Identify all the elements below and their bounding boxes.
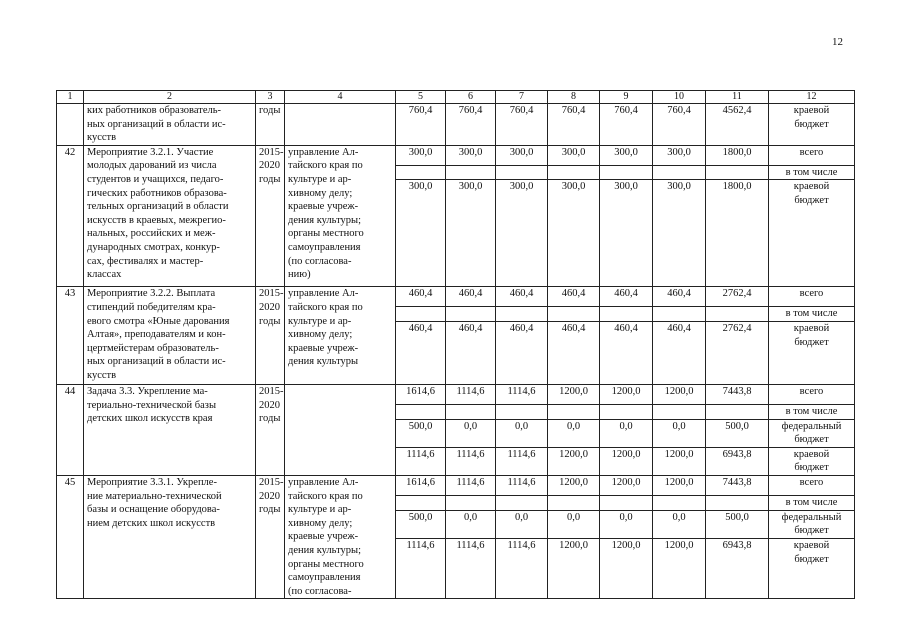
value-cell: 2762,4 [706, 321, 769, 384]
value-cell: 1200,0 [653, 475, 706, 495]
value-cell: 0,0 [653, 510, 706, 538]
value-cell: 1200,0 [548, 538, 600, 598]
value-cell: 300,0 [653, 180, 706, 287]
page-number: 12 [832, 36, 843, 48]
value-cell: 500,0 [706, 510, 769, 538]
value-cell: 460,4 [446, 321, 496, 384]
value-cell: 300,0 [396, 145, 446, 165]
table-row [57, 384, 855, 404]
value-cell: 1800,0 [706, 145, 769, 165]
col-header: 4 [285, 91, 396, 104]
funding-source: краевой бюджет [769, 538, 855, 598]
value-cell: 1200,0 [653, 447, 706, 475]
value-cell: 0,0 [653, 419, 706, 447]
value-cell: 760,4 [496, 104, 548, 146]
value-cell: 1200,0 [548, 447, 600, 475]
executor-cell: управление Ал- тайского края по культуре и ар- хивному делу; краевые учреж- дения культуры; органы местного самоуправления (по согласова- нию) [285, 145, 396, 287]
value-cell: 1800,0 [706, 180, 769, 287]
funding-source: в том числе [769, 307, 855, 322]
term-cell: 2015- 2020 годы [256, 145, 285, 287]
value-cell: 1114,6 [496, 538, 548, 598]
table-row [57, 145, 855, 165]
value-cell: 1200,0 [600, 447, 653, 475]
term-cell: 2015- 2020 годы [256, 287, 285, 385]
value-cell: 7443,8 [706, 475, 769, 495]
term-cell: 2015- 2020 годы [256, 475, 285, 598]
value-cell: 760,4 [548, 104, 600, 146]
term-cell: 2015- 2020 годы [256, 384, 285, 475]
value-cell: 1114,6 [446, 384, 496, 404]
value-cell: 6943,8 [706, 538, 769, 598]
value-cell: 1200,0 [600, 384, 653, 404]
value-cell: 760,4 [653, 104, 706, 146]
col-header: 7 [496, 91, 548, 104]
col-header: 11 [706, 91, 769, 104]
value-cell: 1114,6 [446, 538, 496, 598]
value-cell: 1114,6 [496, 447, 548, 475]
measure-description: Мероприятие 3.3.1. Укрепле- ние материально-технической базы и оснащение оборудова- нием детских школ искусств [84, 475, 256, 598]
col-header: 9 [600, 91, 653, 104]
value-cell: 460,4 [396, 287, 446, 307]
col-header: 1 [57, 91, 84, 104]
value-cell: 500,0 [396, 510, 446, 538]
col-header: 10 [653, 91, 706, 104]
row-number: 43 [57, 287, 84, 385]
row-number: 45 [57, 475, 84, 598]
value-cell: 1200,0 [600, 538, 653, 598]
value-cell: 1200,0 [600, 475, 653, 495]
value-cell: 760,4 [396, 104, 446, 146]
value-cell: 1200,0 [548, 475, 600, 495]
measure-description: Мероприятие 3.2.2. Выплата стипендий победителям кра- евого смотра «Юные дарования Алтая», преподавателям и кон- цертмейстерам образователь- ных организаций в области ис- кусств [84, 287, 256, 385]
value-cell: 460,4 [653, 321, 706, 384]
value-cell: 4562,4 [706, 104, 769, 146]
value-cell: 0,0 [548, 419, 600, 447]
value-cell: 300,0 [396, 180, 446, 287]
value-cell: 0,0 [496, 419, 548, 447]
value-cell: 500,0 [396, 419, 446, 447]
col-header: 2 [84, 91, 256, 104]
value-cell: 1114,6 [396, 538, 446, 598]
funding-source: краевой бюджет [769, 447, 855, 475]
value-cell: 500,0 [706, 419, 769, 447]
funding-source: краевой бюджет [769, 321, 855, 384]
table-row [57, 475, 855, 495]
value-cell: 460,4 [600, 321, 653, 384]
measure-description: Задача 3.3. Укрепление ма- териально-технической базы детских школ искусств края [84, 384, 256, 475]
value-cell: 1114,6 [396, 447, 446, 475]
value-cell: 0,0 [496, 510, 548, 538]
executor-cell [285, 384, 396, 475]
value-cell: 1114,6 [496, 475, 548, 495]
executor-cell: управление Ал- тайского края по культуре и ар- хивному делу; краевые учреж- дения культуры; органы местного самоуправления (по согласова- [285, 475, 396, 598]
row-number: 44 [57, 384, 84, 475]
funding-source: краевой бюджет [769, 180, 855, 287]
value-cell: 760,4 [446, 104, 496, 146]
funding-source: в том числе [769, 165, 855, 180]
value-cell: 1114,6 [446, 447, 496, 475]
funding-source: краевой бюджет [769, 104, 855, 146]
value-cell: 300,0 [496, 180, 548, 287]
column-number-row [57, 91, 855, 104]
value-cell: 300,0 [653, 145, 706, 165]
value-cell: 300,0 [548, 180, 600, 287]
funding-source: в том числе [769, 404, 855, 419]
value-cell: 1614,6 [396, 475, 446, 495]
value-cell: 0,0 [548, 510, 600, 538]
funding-source: федеральный бюджет [769, 510, 855, 538]
value-cell: 1200,0 [653, 384, 706, 404]
value-cell: 460,4 [396, 321, 446, 384]
col-header: 6 [446, 91, 496, 104]
value-cell: 460,4 [600, 287, 653, 307]
funding-source: всего [769, 384, 855, 404]
measure-description: Мероприятие 3.2.1. Участие молодых дарований из числа студентов и учащихся, педаго- гических работников образова- тельных организаций в области искусств в краевых, межрегио- нальных, российских и меж- дународных смотрах, конкур- сах, фестивалях и мастер- классах [84, 145, 256, 287]
executor-cell: управление Ал- тайского края по культуре и ар- хивному делу; краевые учреж- дения культуры [285, 287, 396, 385]
col-header: 5 [396, 91, 446, 104]
measure-description: ких работников образователь- ных организаций в области ис- кусств [84, 104, 256, 146]
table-row [57, 104, 855, 146]
value-cell: 460,4 [496, 287, 548, 307]
row-number: 42 [57, 145, 84, 287]
table-row [57, 287, 855, 307]
value-cell: 760,4 [600, 104, 653, 146]
col-header: 3 [256, 91, 285, 104]
value-cell: 460,4 [653, 287, 706, 307]
funding-source: в том числе [769, 496, 855, 511]
term-cell: годы [256, 104, 285, 146]
value-cell: 300,0 [446, 145, 496, 165]
value-cell: 300,0 [600, 145, 653, 165]
value-cell: 300,0 [446, 180, 496, 287]
value-cell: 1114,6 [496, 384, 548, 404]
funding-source: всего [769, 145, 855, 165]
value-cell: 1114,6 [446, 475, 496, 495]
funding-source: федеральный бюджет [769, 419, 855, 447]
col-header: 12 [769, 91, 855, 104]
value-cell: 460,4 [548, 321, 600, 384]
value-cell: 0,0 [600, 510, 653, 538]
value-cell: 2762,4 [706, 287, 769, 307]
value-cell: 460,4 [548, 287, 600, 307]
value-cell: 7443,8 [706, 384, 769, 404]
value-cell: 1200,0 [653, 538, 706, 598]
funding-source: всего [769, 287, 855, 307]
value-cell: 300,0 [600, 180, 653, 287]
value-cell: 460,4 [496, 321, 548, 384]
value-cell: 460,4 [446, 287, 496, 307]
value-cell: 300,0 [496, 145, 548, 165]
value-cell: 0,0 [600, 419, 653, 447]
value-cell: 300,0 [548, 145, 600, 165]
value-cell: 0,0 [446, 510, 496, 538]
program-table [56, 90, 855, 599]
col-header: 8 [548, 91, 600, 104]
value-cell: 6943,8 [706, 447, 769, 475]
value-cell: 0,0 [446, 419, 496, 447]
value-cell: 1614,6 [396, 384, 446, 404]
funding-source: всего [769, 475, 855, 495]
value-cell: 1200,0 [548, 384, 600, 404]
